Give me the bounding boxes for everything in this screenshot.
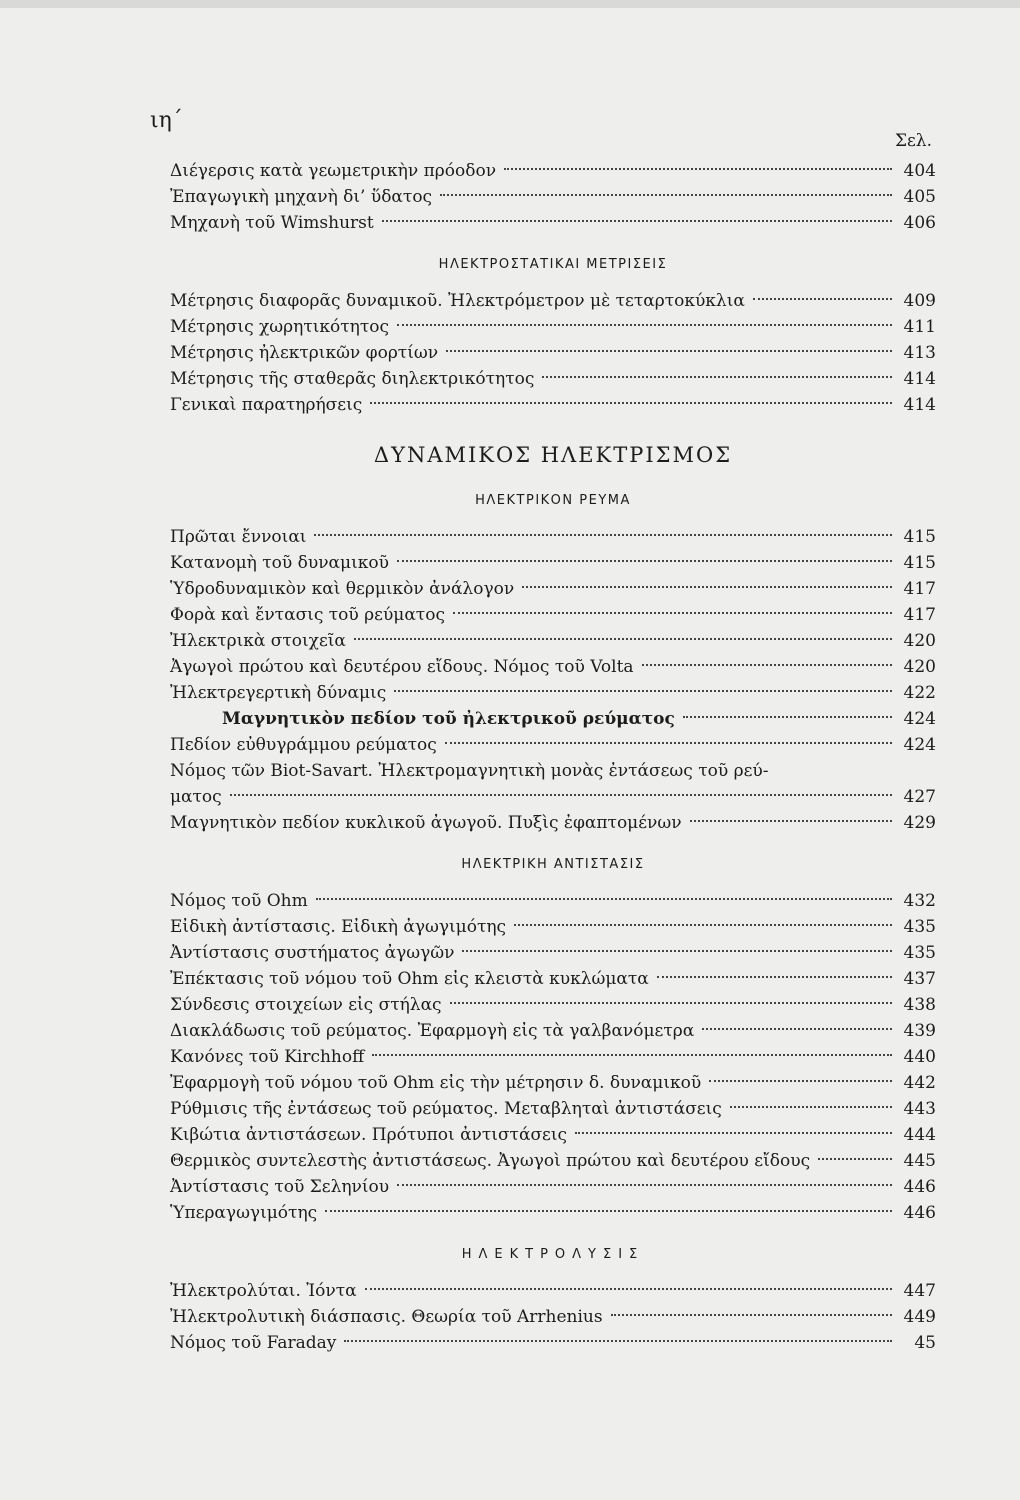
leader-dots xyxy=(818,1158,892,1160)
toc-entry-title: Ἠλεκτρεγερτικὴ δύναμις xyxy=(170,683,387,703)
toc-entry xyxy=(170,654,936,680)
toc-entry xyxy=(170,888,936,914)
toc-entry-page: 417 xyxy=(903,579,936,599)
toc-entry xyxy=(170,184,936,210)
toc-entry-title: Ρύθμισις τῆς ἐντάσεως τοῦ ρεύματος. Μεταβληταὶ ἀντιστάσεις xyxy=(170,1099,722,1119)
toc-entry-page: 440 xyxy=(903,1047,936,1067)
section-heading: ΗΛΕΚΤΡΟΣΤΑΤΙΚΑΙ ΜΕΤΡΙΣΕΙΣ xyxy=(438,257,668,272)
toc-entry xyxy=(170,550,936,576)
leader-dots xyxy=(397,324,892,326)
toc-entry-page: 409 xyxy=(903,291,936,311)
leader-dots xyxy=(450,1002,892,1004)
toc-entry-title: Ὑδροδυναμικὸν καὶ θερμικὸν ἀνάλογον xyxy=(170,579,515,599)
toc-entry-page: 439 xyxy=(903,1021,936,1041)
toc-entry-title: Πεδίον εὐθυγράμμου ρεύματος xyxy=(170,735,437,755)
leader-dots xyxy=(397,1184,892,1186)
toc-entry-title: Πρῶται ἔννοιαι xyxy=(170,527,307,547)
leader-dots xyxy=(522,586,892,588)
leader-dots xyxy=(702,1028,892,1030)
toc-entry-page: 429 xyxy=(903,813,936,833)
leader-dots xyxy=(445,742,892,744)
leader-dots xyxy=(325,1210,892,1212)
leader-dots xyxy=(372,1054,892,1056)
toc-entry xyxy=(170,576,936,602)
toc-entry xyxy=(170,680,936,706)
toc-entry-title: Μέτρησις ἠλεκτρικῶν φορτίων xyxy=(170,343,439,363)
toc-entry-title: Ἀντίστασις συστήματος ἀγωγῶν xyxy=(170,943,455,963)
toc-entry xyxy=(170,1122,936,1148)
toc-entry xyxy=(170,1278,936,1304)
toc-entry xyxy=(170,940,936,966)
leader-dots xyxy=(382,220,892,222)
toc-entry-title: Νόμος τοῦ Ohm xyxy=(170,891,308,911)
section-heading: ΗΛΕΚΤΡΙΚΟΝ ΡΕΥΜΑ xyxy=(475,493,631,508)
toc-entry-title: Ἠλεκτρολύται. Ἰόντα xyxy=(170,1281,357,1301)
toc-entry-title: Ἐπαγωγικὴ μηχανὴ δι’ ὕδατος xyxy=(170,187,433,207)
toc-entry-page: 406 xyxy=(903,213,936,233)
toc-entry-title: Ἀγωγοὶ πρώτου καὶ δευτέρου εἴδους. Νόμος τοῦ Volta xyxy=(170,657,634,677)
leader-dots xyxy=(394,690,892,692)
toc-entry xyxy=(170,1044,936,1070)
toc-group-1 xyxy=(170,158,936,236)
toc-entry-page: 435 xyxy=(903,943,936,963)
toc-entry-page: 414 xyxy=(903,395,936,415)
toc-entry-page: 447 xyxy=(903,1281,936,1301)
leader-dots xyxy=(453,612,892,614)
toc-entry xyxy=(170,1070,936,1096)
toc-entry-page: 420 xyxy=(903,631,936,651)
toc-subheading-entry xyxy=(170,706,936,732)
toc-entry-title: Ἀντίστασις τοῦ Σεληνίου xyxy=(170,1177,390,1197)
toc-entry xyxy=(170,628,936,654)
leader-dots xyxy=(514,924,892,926)
toc-entry xyxy=(170,732,936,758)
toc-entry-wrapped-line2 xyxy=(170,784,936,810)
part-heading: ΔΥΝΑΜΙΚΟΣ ΗΛΕΚΤΡΙΣΜΟΣ xyxy=(373,443,733,467)
leader-dots xyxy=(365,1288,892,1290)
toc-entry-page: 442 xyxy=(903,1073,936,1093)
toc-entry-title: Κατανομὴ τοῦ δυναμικοῦ xyxy=(170,553,389,573)
toc-entry-page: 415 xyxy=(903,527,936,547)
toc-entry-title: Φορὰ καὶ ἔντασις τοῦ ρεύματος xyxy=(170,605,445,625)
toc-entry-title: Γενικαὶ παρατηρήσεις xyxy=(170,395,363,415)
toc-entry-page: 422 xyxy=(903,683,936,703)
toc-entry-page: 435 xyxy=(903,917,936,937)
toc-group-2 xyxy=(170,288,936,418)
toc-entry-page: 432 xyxy=(903,891,936,911)
toc-entry-page: 443 xyxy=(903,1099,936,1119)
toc-group-7 xyxy=(170,1278,936,1356)
leader-dots xyxy=(504,168,892,170)
toc-entry-title: Μέτρησις διαφορᾶς δυναμικοῦ. Ἠλεκτρόμετρον μὲ τεταρτοκύκλια xyxy=(170,291,745,311)
toc-entry-page: 424 xyxy=(903,735,936,755)
leader-dots xyxy=(446,350,892,352)
toc-entry-page: 411 xyxy=(903,317,936,337)
table-of-contents xyxy=(170,158,936,1356)
toc-entry xyxy=(170,158,936,184)
toc-entry-page: 438 xyxy=(903,995,936,1015)
toc-entry-page: 445 xyxy=(903,1151,936,1171)
leader-dots xyxy=(753,298,892,300)
toc-entry xyxy=(170,366,936,392)
page-column-header: Σελ. xyxy=(894,131,932,151)
leader-dots xyxy=(657,976,892,978)
toc-entry-title: Μαγνητικὸν πεδίον κυκλικοῦ ἀγωγοῦ. Πυξὶς ἐφαπτομένων xyxy=(170,813,682,833)
toc-entry-title: Νόμος τῶν Biot-Savart. Ἠλεκτρομαγνητικὴ μονὰς ἐντάσεως τοῦ ρεύ- xyxy=(170,761,769,781)
toc-group-3 xyxy=(170,524,936,836)
leader-dots xyxy=(440,194,892,196)
page-number-mark: ιη΄ xyxy=(150,108,183,133)
toc-entry xyxy=(170,210,936,236)
toc-entry xyxy=(170,810,936,836)
toc-group-6 xyxy=(170,888,936,1226)
toc-entry-page: 417 xyxy=(903,605,936,625)
toc-entry-page: 424 xyxy=(903,709,936,729)
toc-entry-title: Εἰδικὴ ἀντίστασις. Εἰδικὴ ἀγωγιμότης xyxy=(170,917,507,937)
toc-entry-title: Ὑπεραγωγιμότης xyxy=(170,1203,318,1223)
toc-entry xyxy=(170,1200,936,1226)
toc-entry-title: Ἐφαρμογὴ τοῦ νόμου τοῦ Ohm εἰς τὴν μέτρησιν δ. δυναμικοῦ xyxy=(170,1073,702,1093)
toc-entry xyxy=(170,1148,936,1174)
toc-entry-title: Κανόνες τοῦ Kirchhoff xyxy=(170,1047,365,1067)
toc-entry xyxy=(170,914,936,940)
toc-entry-page: 414 xyxy=(903,369,936,389)
leader-dots xyxy=(354,638,892,640)
leader-dots xyxy=(542,376,892,378)
toc-entry xyxy=(170,1096,936,1122)
toc-entry-title: Ἠλεκτρικὰ στοιχεῖα xyxy=(170,631,346,651)
toc-entry xyxy=(170,602,936,628)
toc-entry xyxy=(170,1174,936,1200)
leader-dots xyxy=(642,664,892,666)
leader-dots xyxy=(370,402,892,404)
leader-dots xyxy=(230,794,892,796)
leader-dots xyxy=(314,534,892,536)
toc-entry-page: 415 xyxy=(903,553,936,573)
toc-entry xyxy=(170,992,936,1018)
toc-entry xyxy=(170,524,936,550)
toc-entry xyxy=(170,1304,936,1330)
scan-top-edge xyxy=(0,0,1020,8)
leader-dots xyxy=(316,898,892,900)
toc-entry-page: 437 xyxy=(903,969,936,989)
toc-entry xyxy=(170,288,936,314)
toc-entry-title: Κιβώτια ἀντιστάσεων. Πρότυποι ἀντιστάσεις xyxy=(170,1125,568,1145)
toc-entry-page: 446 xyxy=(903,1177,936,1197)
toc-entry-title: Διέγερσις κατὰ γεωμετρικὴν πρόοδον xyxy=(170,161,497,181)
leader-dots xyxy=(690,820,892,822)
toc-entry-title: Διακλάδωσις τοῦ ρεύματος. Ἐφαρμογὴ εἰς τὰ γαλβανόμετρα xyxy=(170,1021,695,1041)
toc-entry-page: 404 xyxy=(903,161,936,181)
toc-entry-page: 45 xyxy=(914,1333,936,1353)
toc-entry-title: Ἐπέκτασις τοῦ νόμου τοῦ Ohm εἰς κλειστὰ κυκλώματα xyxy=(170,969,649,989)
section-heading: ΗΛΕΚΤΡΟΛΥΣΙΣ xyxy=(461,1247,645,1262)
toc-entry-wrapped-line1 xyxy=(170,758,936,784)
leader-dots xyxy=(397,560,892,562)
leader-dots xyxy=(575,1132,892,1134)
toc-entry-title: Μέτρησις τῆς σταθερᾶς διηλεκτρικότητος xyxy=(170,369,535,389)
toc-entry-title: Νόμος τοῦ Faraday xyxy=(170,1333,337,1353)
toc-entry-page: 449 xyxy=(903,1307,936,1327)
leader-dots xyxy=(611,1314,892,1316)
leader-dots xyxy=(462,950,892,952)
leader-dots xyxy=(730,1106,892,1108)
toc-entry xyxy=(170,340,936,366)
toc-entry-page: 405 xyxy=(903,187,936,207)
toc-entry-page: 446 xyxy=(903,1203,936,1223)
toc-entry-title: Ἠλεκτρολυτικὴ διάσπασις. Θεωρία τοῦ Arrhenius xyxy=(170,1307,603,1327)
toc-entry-title: Σύνδεσις στοιχείων εἰς στήλας xyxy=(170,995,442,1015)
toc-entry-page: 413 xyxy=(903,343,936,363)
toc-entry xyxy=(170,966,936,992)
toc-entry xyxy=(170,314,936,340)
toc-entry xyxy=(170,392,936,418)
toc-entry xyxy=(170,1018,936,1044)
leader-dots xyxy=(344,1340,892,1342)
toc-entry-page: 420 xyxy=(903,657,936,677)
leader-dots xyxy=(709,1080,892,1082)
toc-entry-page: 444 xyxy=(903,1125,936,1145)
toc-entry-title-cont: ματος xyxy=(170,787,222,807)
toc-entry-title: Μηχανὴ τοῦ Wimshurst xyxy=(170,213,374,233)
toc-entry-title: Μαγνητικὸν πεδίον τοῦ ἠλεκτρικοῦ ρεύματος xyxy=(222,709,675,729)
toc-entry xyxy=(170,1330,936,1356)
toc-entry-title: Θερμικὸς συντελεστὴς ἀντιστάσεως. Ἀγωγοὶ πρώτου καὶ δευτέρου εἴδους xyxy=(170,1151,811,1171)
toc-entry-page: 427 xyxy=(903,787,936,807)
section-heading: ΗΛΕΚΤΡΙΚΗ ΑΝΤΙΣΤΑΣΙΣ xyxy=(461,857,645,872)
leader-dots xyxy=(683,716,892,718)
toc-entry-title: Μέτρησις χωρητικότητος xyxy=(170,317,390,337)
